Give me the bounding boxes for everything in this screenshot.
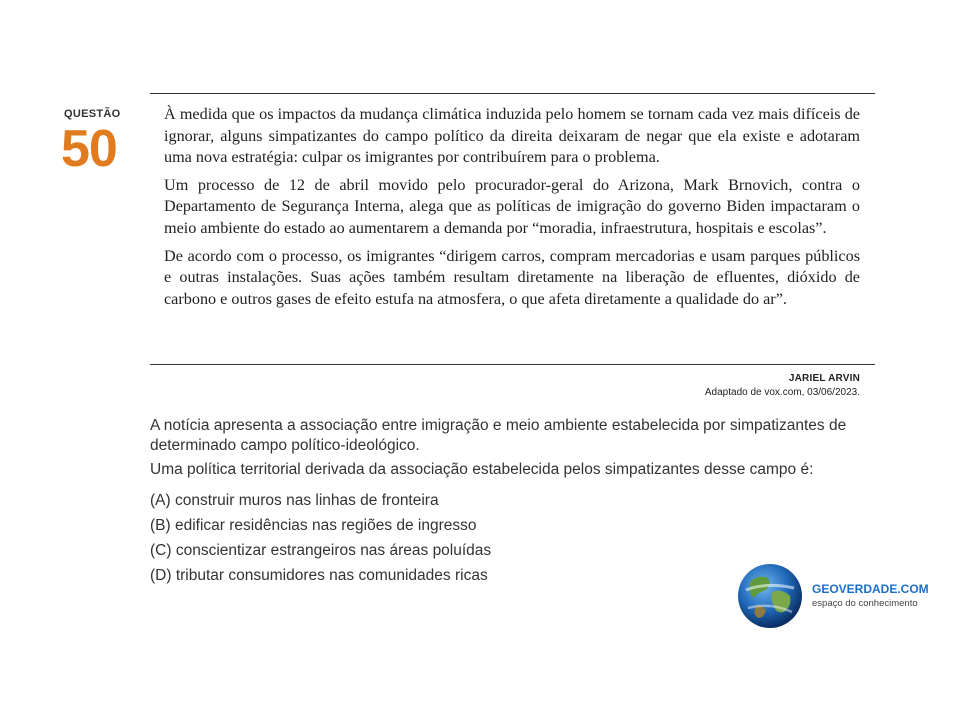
quote-text [164, 104, 860, 316]
option-c[interactable]: (C) conscientizar estrangeiros nas áreas poluídas [150, 542, 492, 559]
question-statement [150, 416, 880, 485]
source-credit [705, 372, 860, 400]
option-d[interactable]: (D) tributar consumidores nas comunidades ricas [150, 567, 488, 584]
site-logo [736, 562, 936, 632]
statement-question: Uma política territorial derivada da associação estabelecida pelos simpatizantes desse campo é: [150, 461, 814, 478]
logo-title: GEOVERDADE.COM [812, 582, 929, 596]
answer-options [150, 488, 491, 588]
source-author: JARIEL ARVIN [788, 373, 860, 384]
question-number: 50 [61, 120, 117, 178]
logo-subtitle: espaço do conhecimento [812, 598, 918, 609]
quote-paragraph: De acordo com o processo, os imigrantes “dirigem carros, compram mercadorias e usam parques públicos e outras instalações. Suas ações também resultam diretamente na liberação de efluentes, dióxido de carbono e outros gases de efeito estufa na atmosfera, o que afeta diretamente a qualidade do ar”. [164, 246, 860, 308]
globe-icon [736, 562, 804, 630]
quote-bottom-divider [150, 364, 875, 365]
source-reference: Adaptado de vox.com, 03/06/2023. [704, 387, 860, 398]
option-b[interactable]: (B) edificar residências nas regiões de ingresso [150, 517, 477, 534]
quote-paragraph: Um processo de 12 de abril movido pelo procurador-geral do Arizona, Mark Brnovich, contra o Departamento de Segurança Interna, alega que as políticas de imigração do governo Biden impactaram o meio ambiente do estado ao aumentarem a demanda por “moradia, infraestrutura, hospitais e escolas”. [164, 175, 860, 237]
quote-top-divider [150, 93, 875, 94]
quote-paragraph: À medida que os impactos da mudança climática induzida pelo homem se tornam cada vez mais difíceis de ignorar, alguns simpatizantes do campo político da direita deixaram de negar que ela existe e adotaram uma nova estratégia: culpar os imigrantes por contribuírem para o problema. [164, 105, 860, 167]
option-a[interactable]: (A) construir muros nas linhas de fronteira [150, 492, 439, 509]
statement-intro: A notícia apresenta a associação entre imigração e meio ambiente estabelecida por simpatizantes de determinado campo político-ideológico. [150, 417, 847, 454]
question-label: QUESTÃO [64, 108, 121, 120]
